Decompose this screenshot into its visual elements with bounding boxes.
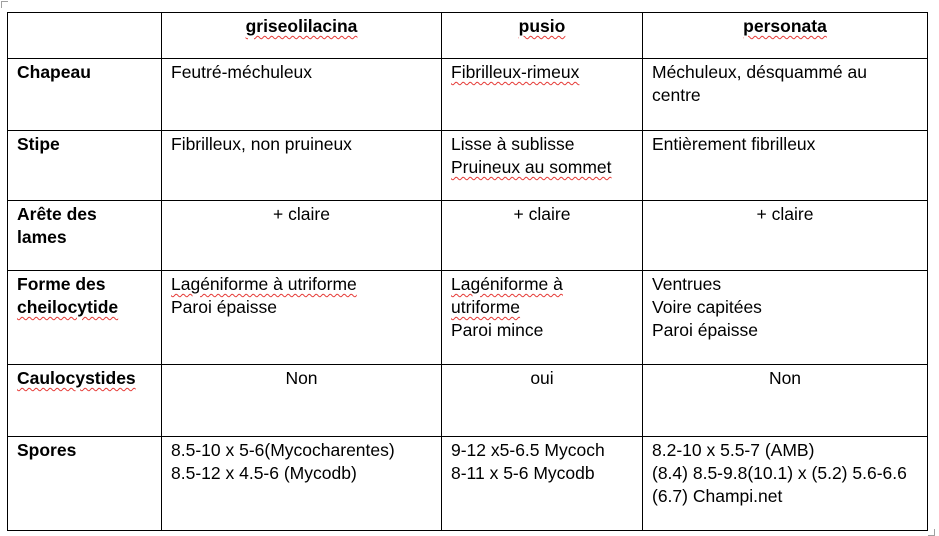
cell-spores-personata: 8.2-10 x 5.5-7 (AMB) (8.4) 8.5-9.8(10.1) x (5.2) 5.6-6.6 (6.7) Champi.net <box>643 437 928 531</box>
table-header-row <box>8 13 928 59</box>
row-label-arete-des-lames: Arête des lames <box>8 201 162 271</box>
cell-spores-pusio: 9-12 x5-6.5 Mycoch 8-11 x 5-6 Mycodb <box>442 437 643 531</box>
cell-caulocystides-pusio: oui <box>442 365 643 437</box>
cell-spores-griseolilacina: 8.5-10 x 5-6(Mycocharentes) 8.5-12 x 4.5-6 (Mycodb) <box>162 437 442 531</box>
row-label-forme-cheilocytide: Forme des cheilocytide <box>8 271 162 365</box>
row-label-chapeau: Chapeau <box>8 59 162 131</box>
table-row-chapeau <box>8 59 928 131</box>
cell-chapeau-pusio: Fibrilleux-rimeux <box>442 59 643 131</box>
species-comparison-table <box>7 12 928 531</box>
cell-stipe-pusio: Lisse à sublisse Pruineux au sommet <box>442 131 643 201</box>
page-corner-marker-top-left <box>1 1 8 8</box>
header-species-pusio: pusio <box>442 13 643 59</box>
row-label-caulocystides: Caulocystides <box>8 365 162 437</box>
cell-arete-pusio: + claire <box>442 201 643 271</box>
cell-forme-personata: Ventrues Voire capitées Paroi épaisse <box>643 271 928 365</box>
table-row-stipe <box>8 131 928 201</box>
cell-caulocystides-griseolilacina: Non <box>162 365 442 437</box>
cell-forme-pusio: Lagéniforme à utriforme Paroi mince <box>442 271 643 365</box>
table-row-forme-cheilocytide <box>8 271 928 365</box>
row-label-spores: Spores <box>8 437 162 531</box>
header-species-personata: personata <box>643 13 928 59</box>
table-row-spores <box>8 437 928 531</box>
cell-caulocystides-personata: Non <box>643 365 928 437</box>
cell-chapeau-personata: Méchuleux, désquammé au centre <box>643 59 928 131</box>
cell-chapeau-griseolilacina: Feutré-méchuleux <box>162 59 442 131</box>
page-corner-marker-bottom-right <box>928 529 935 536</box>
header-species-griseolilacina: griseolilacina <box>162 13 442 59</box>
table-row-caulocystides <box>8 365 928 437</box>
cell-stipe-personata: Entièrement fibrilleux <box>643 131 928 201</box>
cell-forme-griseolilacina: Lagéniforme à utriforme Paroi épaisse <box>162 271 442 365</box>
table-row-arete-des-lames <box>8 201 928 271</box>
row-label-stipe: Stipe <box>8 131 162 201</box>
cell-stipe-griseolilacina: Fibrilleux, non pruineux <box>162 131 442 201</box>
header-empty-cell <box>8 13 162 59</box>
cell-arete-griseolilacina: + claire <box>162 201 442 271</box>
cell-arete-personata: + claire <box>643 201 928 271</box>
